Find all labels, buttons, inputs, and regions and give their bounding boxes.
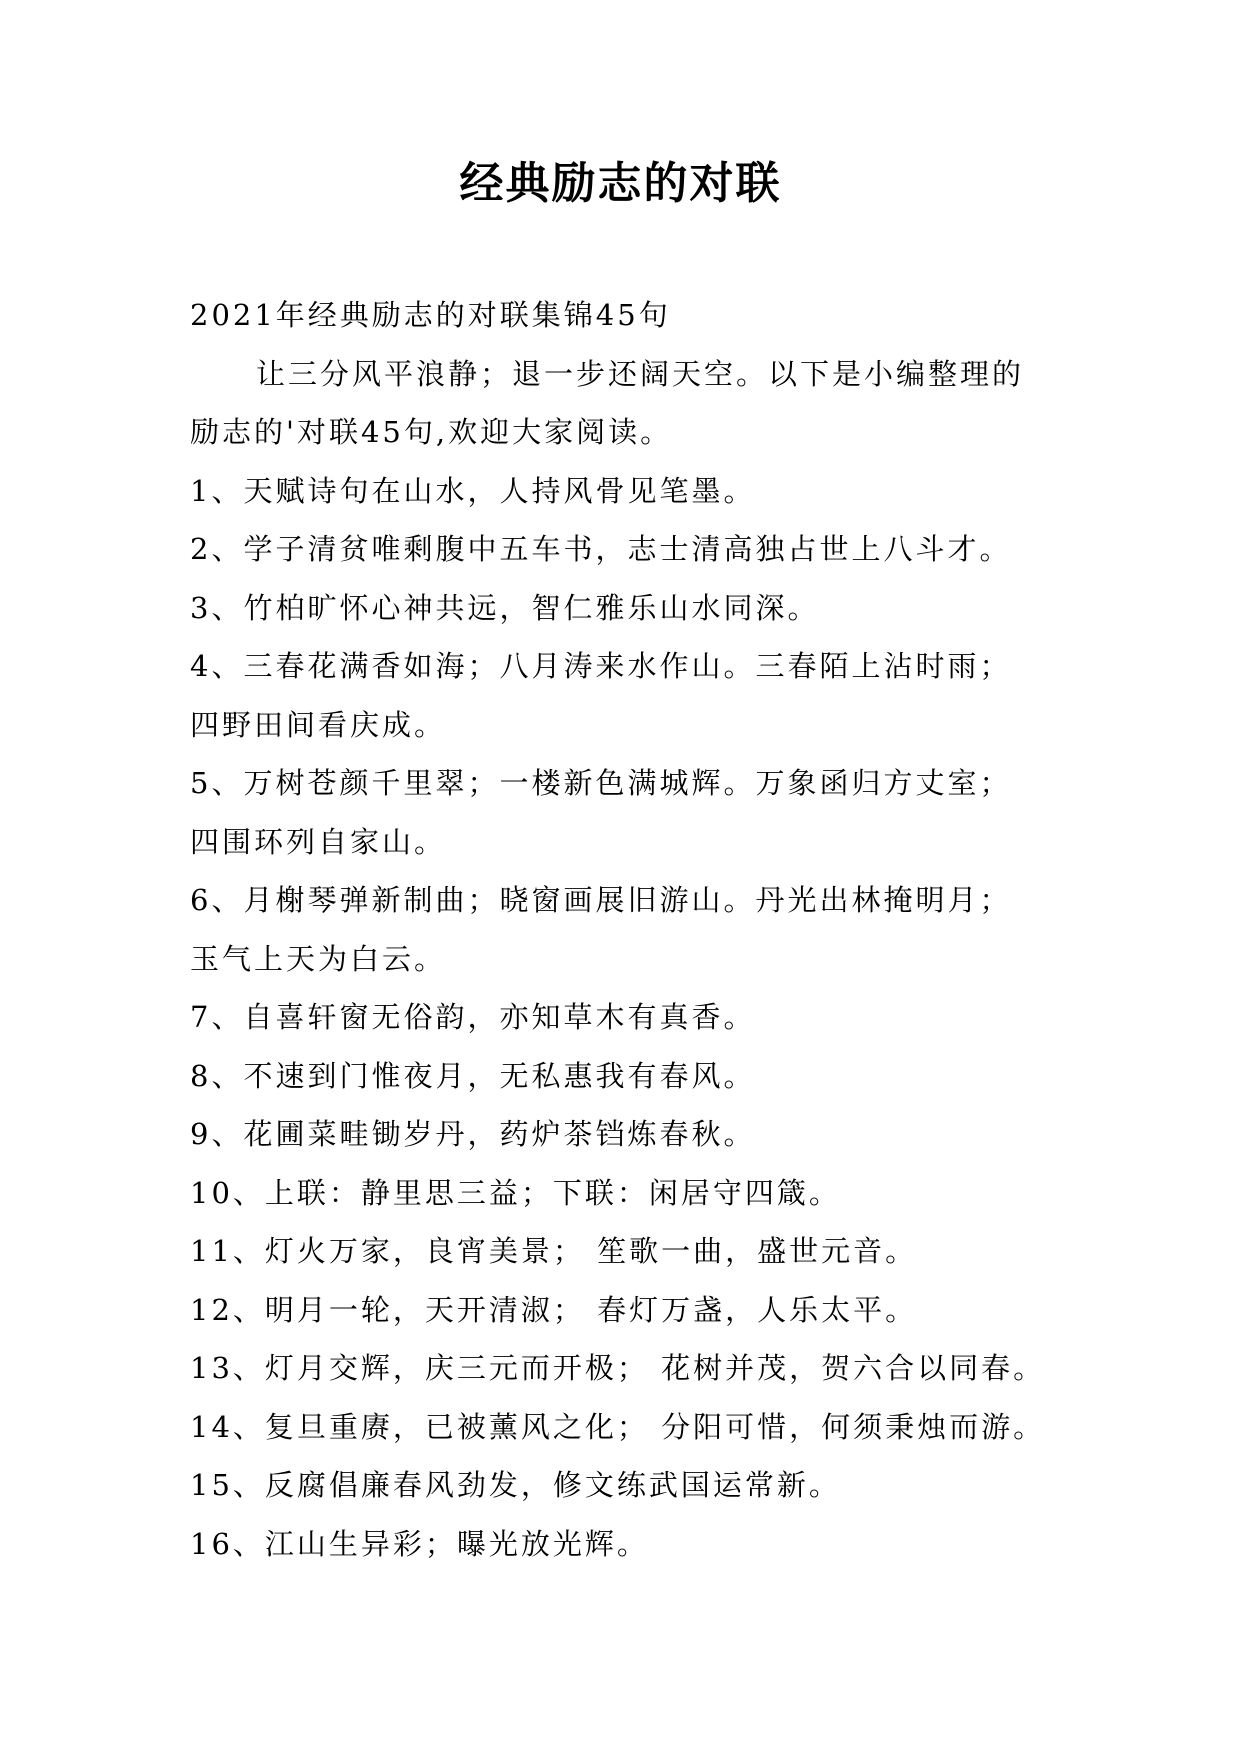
couplet-line: 2、学子清贫唯剩腹中五车书，志士清高独占世上八斗才。: [190, 532, 1012, 566]
couplet-line: 16、江山生异彩；曝光放光辉。: [190, 1526, 649, 1561]
couplet-line: 10、上联：静里思三益；下联：闲居守四箴。: [190, 1175, 841, 1210]
intro-line: 让三分风平浪静；退一步还阔天空。以下是小编整理的: [256, 356, 1025, 391]
intro-line: 励志的'对联45句,欢迎大家阅读。: [190, 415, 673, 449]
couplet-line: 11、灯火万家，良宵美景； 笙歌一曲，盛世元音。: [190, 1234, 918, 1268]
couplet-line: 5、万树苍颜千里翠；一楼新色满城辉。万象函归方丈室；: [190, 766, 1012, 800]
couplet-line: 四围环列自家山。: [190, 824, 447, 859]
couplet-line: 3、竹柏旷怀心神共远，智仁雅乐山水同深。: [190, 590, 820, 625]
couplet-line: 玉气上天为白云。: [190, 941, 447, 976]
couplet-line: 6、月榭琴弹新制曲；晓窗画展旧游山。丹光出林掩明月；: [190, 883, 1012, 917]
couplet-line: 7、自喜轩窗无俗韵，亦知草木有真香。: [190, 1000, 756, 1034]
couplet-line: 4、三春花满香如海；八月涛来水作山。三春陌上沾时雨；: [190, 649, 1012, 683]
document-subtitle: 2021年经典励志的对联集锦45句: [190, 298, 671, 332]
document-title: 经典励志的对联: [459, 158, 782, 209]
couplet-line: 14、复旦重赓，已被薰风之化； 分阳可惜，何须秉烛而游。: [190, 1409, 1046, 1444]
couplet-line: 8、不速到门惟夜月，无私惠我有春风。: [190, 1058, 756, 1093]
couplet-line: 9、花圃菜畦锄岁丹，药炉茶铛炼春秋。: [190, 1117, 756, 1151]
couplet-line: 1、天赋诗句在山水，人持风骨见笔墨。: [190, 473, 756, 508]
couplet-line: 13、灯月交辉，庆三元而开极； 花树并茂，贺六合以同春。: [190, 1351, 1046, 1385]
couplet-line: 四野田间看庆成。: [190, 707, 447, 742]
document-body: [190, 286, 1090, 1573]
couplet-line: 12、明月一轮，天开清淑； 春灯万盏，人乐太平。: [190, 1292, 918, 1327]
couplet-line: 15、反腐倡廉春风劲发，修文练武国运常新。: [190, 1468, 841, 1502]
